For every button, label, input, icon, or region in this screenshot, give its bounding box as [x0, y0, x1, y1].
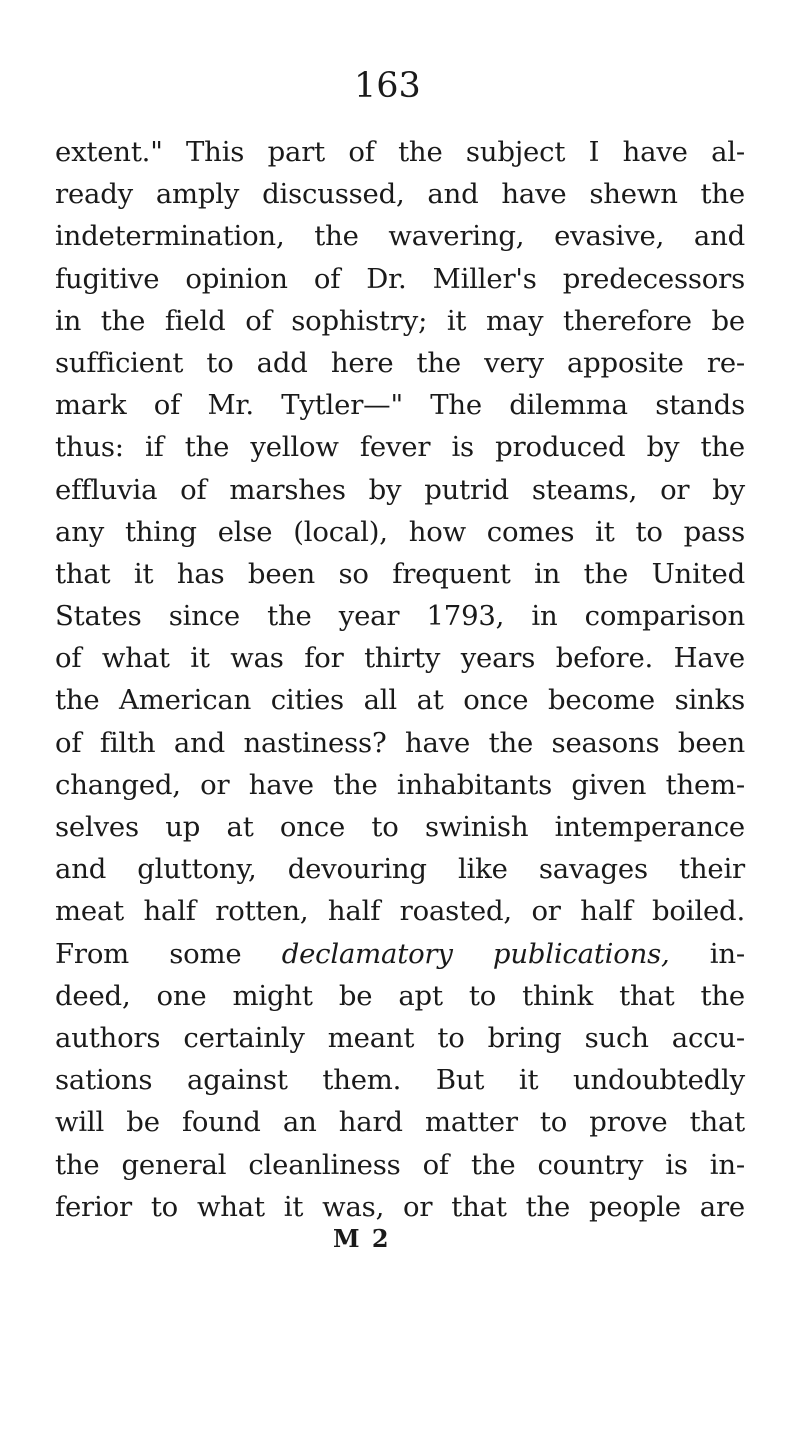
text-line: any thing else (local), how comes it to pass — [55, 515, 745, 548]
text-line: in the field of sophistry; it may therefore be — [55, 304, 745, 337]
text-line: of what it was for thirty years before. Have — [55, 642, 745, 675]
text-segment: From some — [55, 937, 282, 970]
text-segment: in- — [669, 937, 745, 970]
text-line: authors certainly meant to bring such accu- — [55, 1021, 745, 1054]
text-line: ferior to what it was, or that the people are — [55, 1190, 745, 1223]
text-line: ready amply discussed, and have shewn the — [55, 178, 745, 211]
text-line: selves up at once to swinish intemperance — [55, 811, 745, 843]
text-line: mark of Mr. Tytler—" The dilemma stands — [55, 389, 745, 422]
text-line: will be found an hard matter to prove that — [55, 1106, 745, 1139]
italic-phrase: declamatory publications, — [281, 937, 670, 970]
text-line: changed, or have the inhabitants given them- — [55, 768, 745, 801]
text-line: of filth and nastiness? have the seasons been — [55, 726, 745, 759]
text-line: the general cleanliness of the country is in- — [55, 1148, 745, 1181]
text-line: thus: if the yellow fever is produced by the — [55, 431, 745, 464]
text-line: effluvia of marshes by putrid steams, or by — [55, 473, 745, 506]
text-line: sations against them. But it undoubtedly — [55, 1064, 745, 1097]
text-line: fugitive opinion of Dr. Miller's predecessors — [55, 262, 745, 295]
text-line: that it has been so frequent in the United — [55, 557, 745, 590]
signature-mark: M 2 — [333, 1224, 391, 1253]
text-line: deed, one might be apt to think that the — [55, 979, 745, 1012]
text-line-with-italic — [55, 933, 745, 975]
body-text — [55, 131, 745, 1228]
text-line: extent." This part of the subject I have al- — [55, 136, 745, 168]
page-number: 163 — [354, 66, 421, 106]
text-line: and gluttony, devouring like savages their — [55, 853, 745, 886]
text-line: States since the year 1793, in comparison — [55, 600, 745, 633]
text-line: the American cities all at once become sinks — [55, 684, 745, 717]
text-line: sufficient to add here the very apposite re- — [55, 346, 745, 379]
text-line: meat half rotten, half roasted, or half boiled. — [55, 895, 745, 928]
text-line: indetermination, the wavering, evasive, and — [55, 220, 745, 253]
